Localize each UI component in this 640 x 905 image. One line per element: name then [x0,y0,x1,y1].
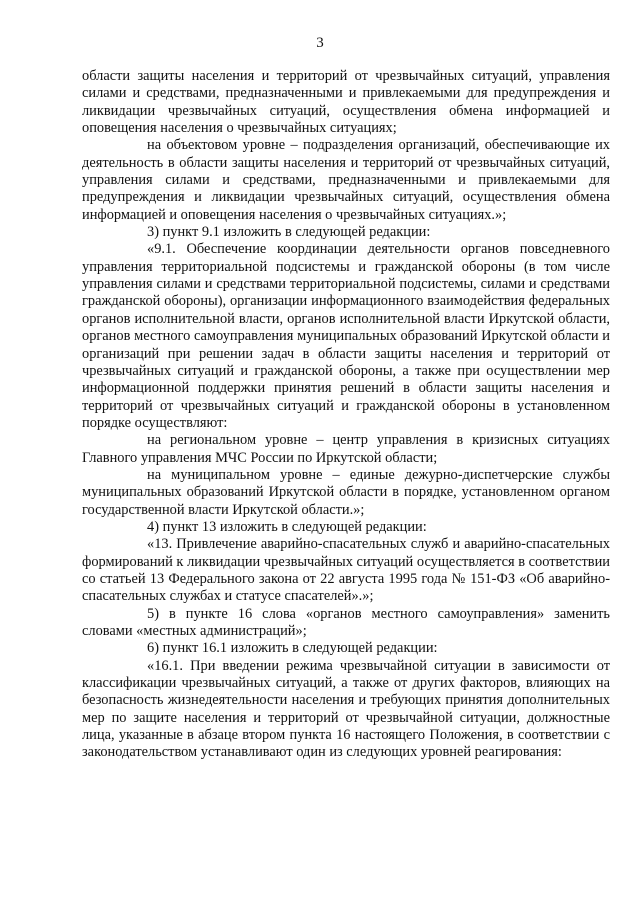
paragraph-object-level: на объектовом уровне – подразделения организаций, обеспечивающие их деятельность в области защиты населения и территорий от чрезвычайных ситуаций, управления силами и средствами, предназначенными и привлекаемыми для предупреждения и ликвидации чрезвычайных ситуаций, осуществления обмена информацией и оповещения населения о чрезвычайных ситуациях.»; [82,137,610,223]
paragraph-item-5: 5) в пункте 16 слова «органов местного самоуправления» заменить словами «местных администраций»; [82,605,610,639]
document-body [82,68,610,762]
paragraph-item-3: 3) пункт 9.1 изложить в следующей редакции: [147,224,431,241]
paragraph-municipal-level: на муниципальном уровне – единые дежурно-диспетчерские службы муниципальных образований Иркутской области в порядке, установленном органом государственной власти Иркутской области.»; [82,466,610,518]
paragraph-regional-level: на региональном уровне – центр управления в кризисных ситуациях Главного управления МЧС России по Иркутской области; [82,432,610,466]
paragraph-clause-9-1: «9.1. Обеспечение координации деятельности органов повседневного управления территориальной подсистемы и гражданской обороны (в том числе управления силами и средствами территориальной подсистемы, силами и средствами гражданской обороны), организации информационного взаимодействия федеральных органов исполнительной власти, органов исполнительной власти Иркутской области, органов местного самоуправления муниципальных образований Иркутской области и организаций при решении задач в области защиты населения и территорий от чрезвычайных ситуаций и гражданской обороны, а также при осуществлении мер информационной поддержки принятия решений в области защиты населения и территорий от чрезвычайных ситуаций и гражданской обороны в установленном порядке осуществляют: [82,241,610,431]
paragraph-clause-16-1: «16.1. При введении режима чрезвычайной ситуации в зависимости от классификации чрезвычайных ситуаций, а также от других факторов, влияющих на безопасность жизнедеятельности населения и требующих принятия дополнительных мер по защите населения и территорий от чрезвычайной ситуации, должностные лица, указанные в абзаце втором пункта 16 настоящего Положения, в соответствии с законодательством устанавливают один из следующих уровней реагирования: [82,657,610,761]
paragraph-1-continuation: области защиты населения и территорий от чрезвычайных ситуаций, управления силами и средствами, предназначенными и привлекаемыми для предупреждения и ликвидации чрезвычайных ситуаций, осуществления обмена информацией и оповещения населения о чрезвычайных ситуациях; [82,68,610,137]
paragraph-item-6: 6) пункт 16.1 изложить в следующей редакции: [147,640,438,657]
page-number: 3 [316,35,324,51]
paragraph-item-4: 4) пункт 13 изложить в следующей редакции: [147,518,427,535]
paragraph-clause-13: «13. Привлечение аварийно-спасательных служб и аварийно-спасательных формирований к ликвидации чрезвычайных ситуаций осуществляется в соответствии со статьей 13 Федерального закона от 22 августа 1995 года № 151-ФЗ «Об аварийно-спасательных службах и статусе спасателей».»; [82,536,610,605]
